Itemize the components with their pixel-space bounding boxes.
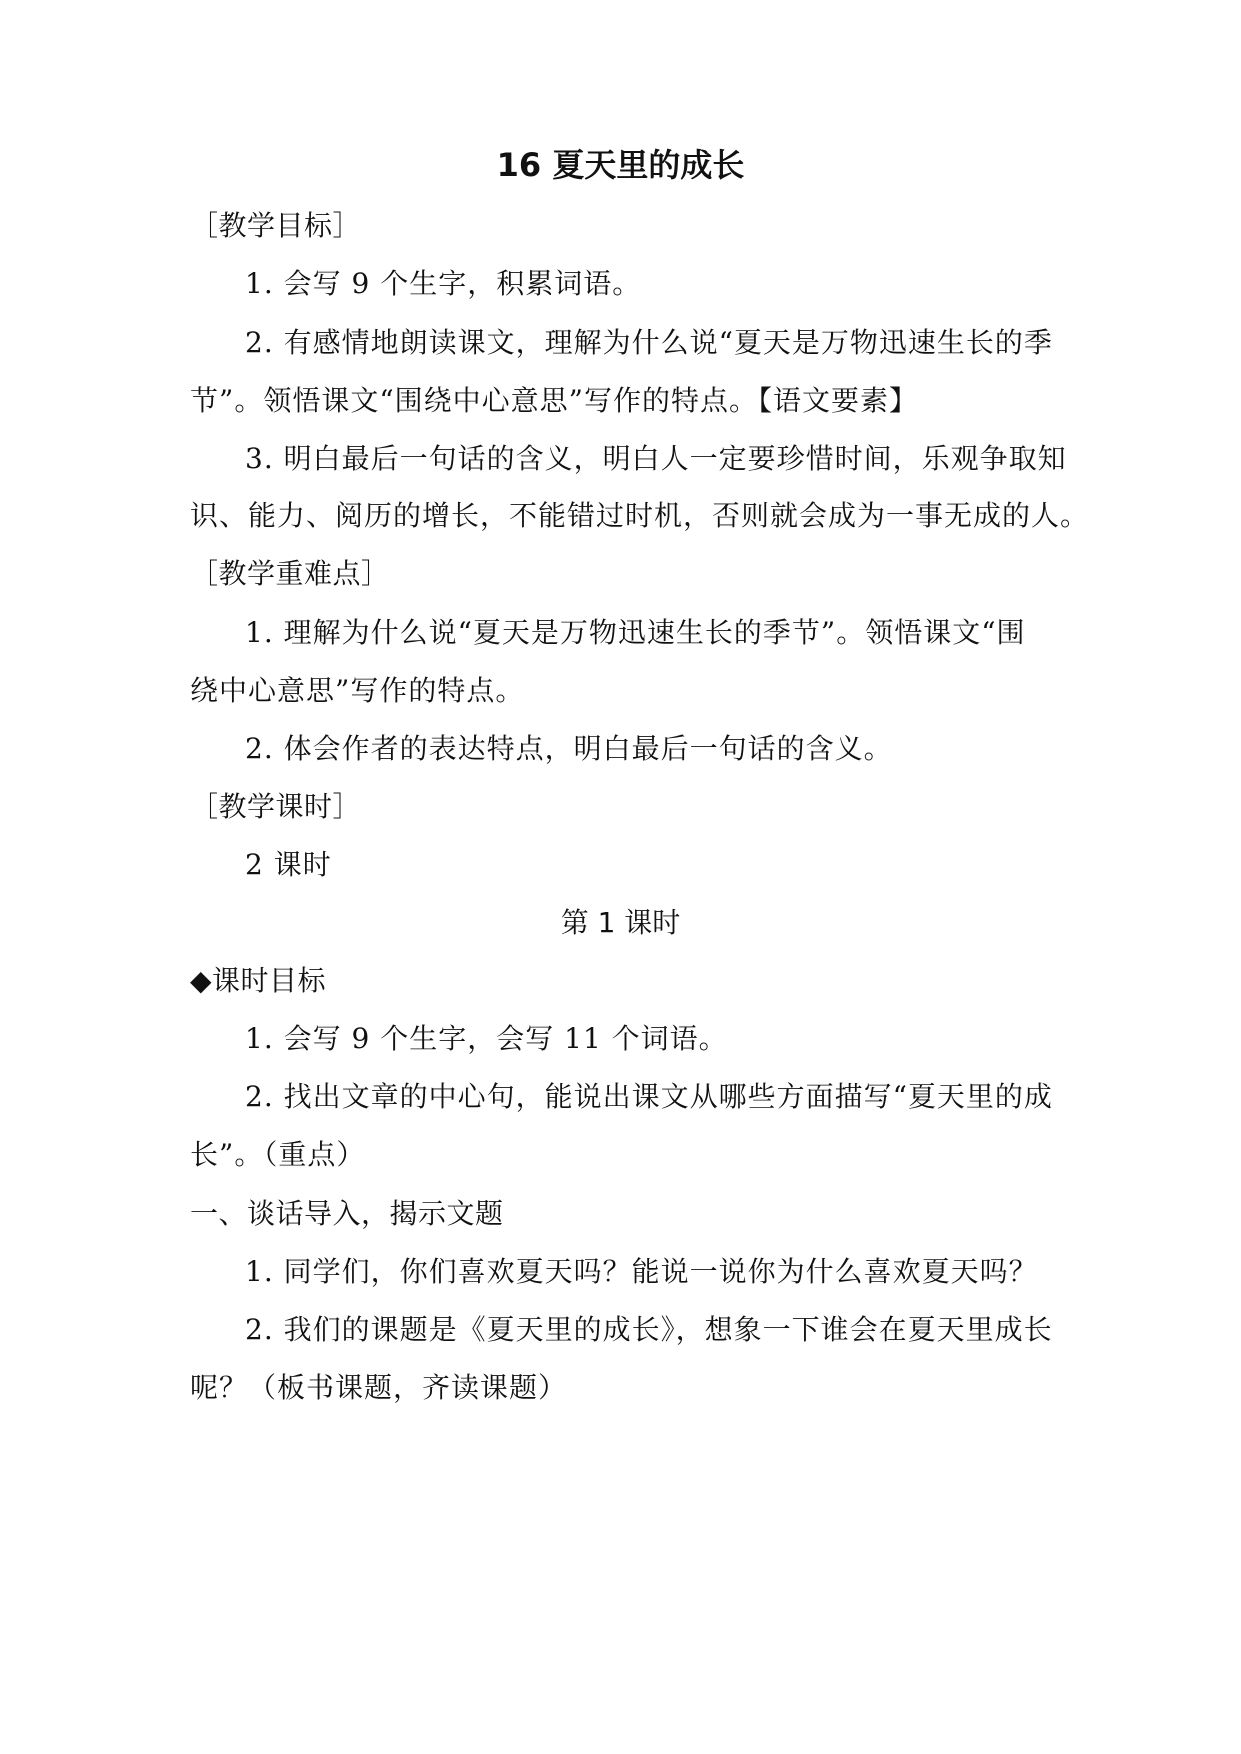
class-hours-value: 2 课时 [245,848,332,881]
goals-heading: ◆课时目标 [190,964,327,997]
key-points-heading: ［教学重难点］ [190,557,390,590]
key-point-line: 1. 理解为什么说“夏天是万物迅速生长的季节”。领悟课文“围 [245,616,1026,649]
objectives-heading: ［教学目标］ [190,209,362,242]
part1-line: 呢？（板书课题，齐读课题） [190,1371,568,1404]
key-point-line: 2. 体会作者的表达特点，明白最后一句话的含义。 [245,732,893,765]
objective-line: 识、能力、阅历的增长，不能错过时机，否则就会成为一事无成的人。 [190,499,1090,532]
objective-line: 1. 会写 9 个生字，积累词语。 [245,267,642,300]
goal-line: 1. 会写 9 个生字，会写 11 个词语。 [245,1022,728,1055]
class-hours-heading: ［教学课时］ [190,790,362,823]
part1-heading: 一、谈话导入，揭示文题 [190,1197,504,1230]
goal-line: 长”。（重点） [190,1138,366,1171]
objective-line: 3. 明白最后一句话的含义，明白人一定要珍惜时间，乐观争取知 [245,442,1067,475]
page-title: 16 夏天里的成长 [496,146,745,184]
part1-line: 1. 同学们，你们喜欢夏天吗？能说一说你为什么喜欢夏天吗？ [245,1255,1038,1288]
lesson-title: 第 1 课时 [560,906,681,939]
objective-line: 节”。领悟课文“围绕中心意思”写作的特点。【语文要素】 [190,384,918,417]
goal-line: 2. 找出文章的中心句，能说出课文从哪些方面描写“夏天里的成 [245,1080,1053,1113]
objective-line: 2. 有感情地朗读课文，理解为什么说“夏天是万物迅速生长的季 [245,326,1053,359]
part1-line: 2. 我们的课题是《夏天里的成长》，想象一下谁会在夏天里成长 [245,1313,1053,1346]
key-point-line: 绕中心意思”写作的特点。 [190,674,525,707]
